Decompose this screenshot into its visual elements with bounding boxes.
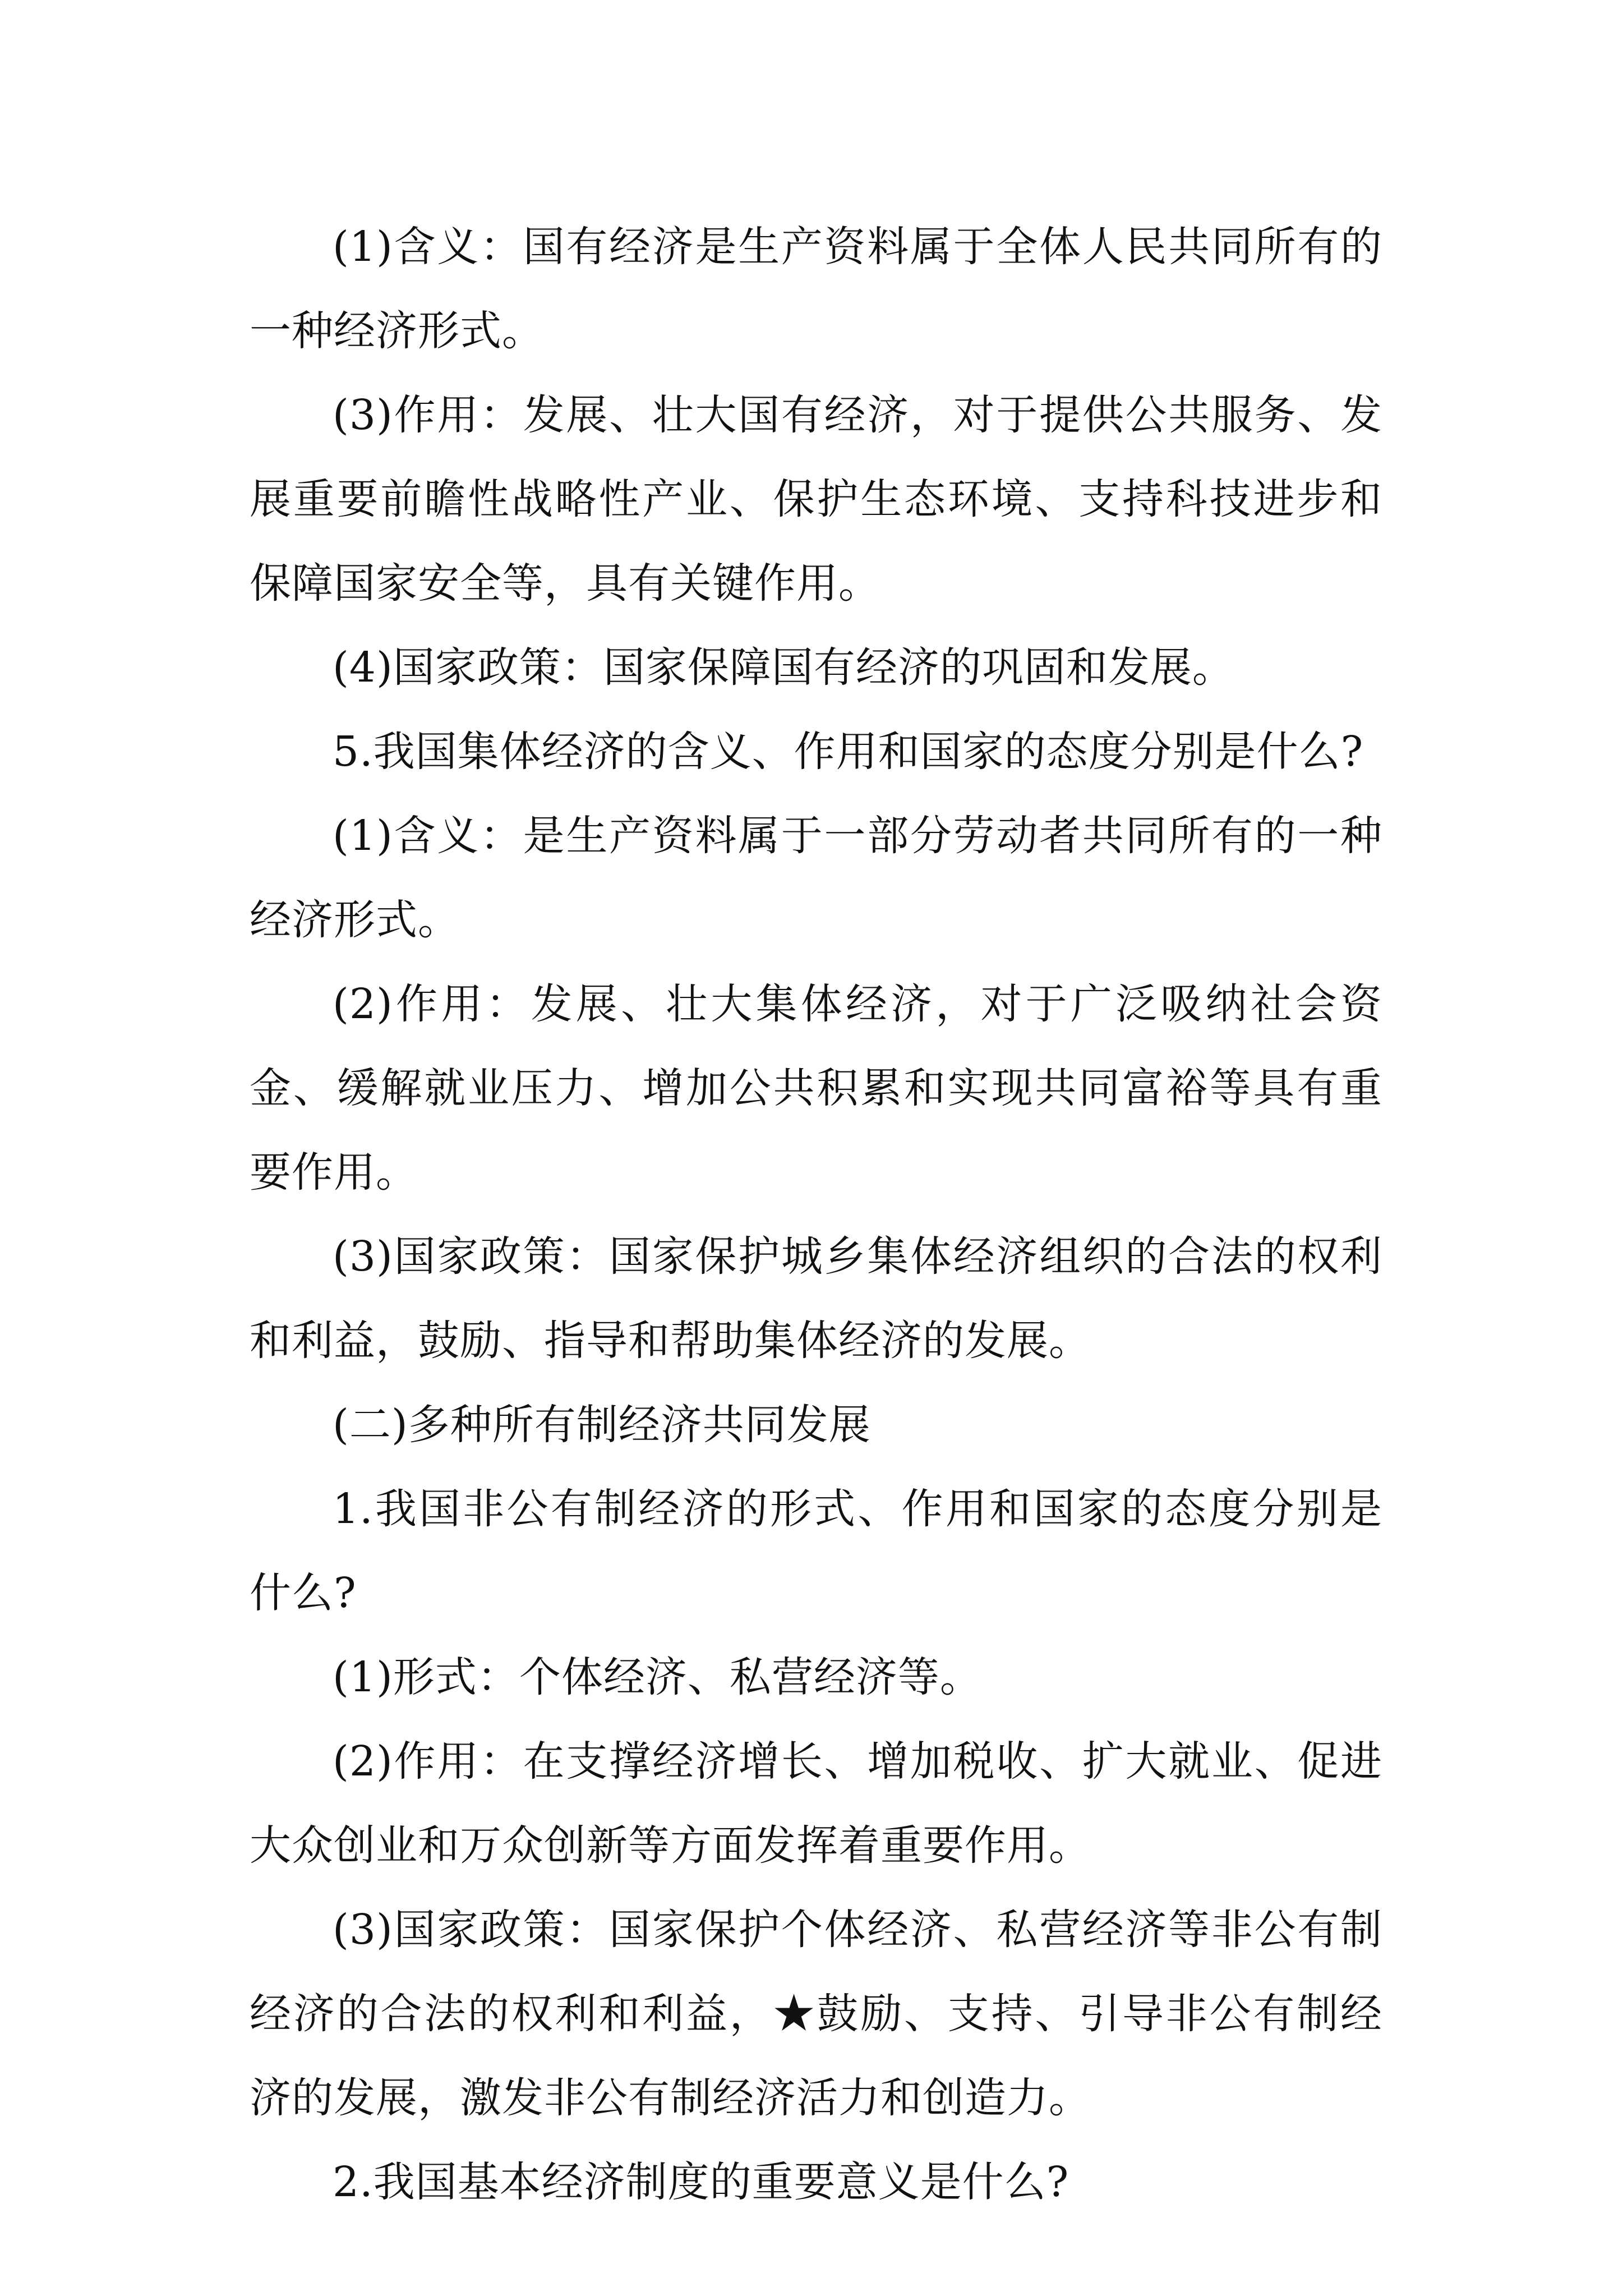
paragraph-collective-economy-policy: (3)国家政策：国家保护城乡集体经济组织的合法的权利和利益，鼓励、指导和帮助集体经济的发展。 — [250, 1232, 1382, 1365]
paragraph-non-public-economy-forms: (1)形式：个体经济、私营经济等。 — [333, 1653, 982, 1701]
paragraph-state-economy-policy: (4)国家政策：国家保障国有经济的巩固和发展。 — [333, 643, 1234, 692]
document-body — [250, 205, 1382, 2224]
question-collective-economy: 5.我国集体经济的含义、作用和国家的态度分别是什么? — [333, 728, 1364, 776]
question-non-public-economy: 1.我国非公有制经济的形式、作用和国家的态度分别是什么? — [250, 1485, 1382, 1617]
paragraph-state-economy-role: (3)作用：发展、壮大国有经济，对于提供公共服务、发展重要前瞻性战略性产业、保护生态环境、支持科技进步和保障国家安全等，具有关键作用。 — [250, 391, 1382, 608]
paragraph-non-public-economy-role: (2)作用：在支撑经济增长、增加税收、扩大就业、促进大众创业和万众创新等方面发挥着重要作用。 — [250, 1737, 1382, 1870]
paragraph-state-economy-meaning: (1)含义：国有经济是生产资料属于全体人民共同所有的一种经济形式。 — [250, 223, 1382, 355]
paragraph-non-public-economy-policy: (3)国家政策：国家保护个体经济、私营经济等非公有制经济的合法的权利和利益，★鼓励、支持、引导非公有制经济的发展，激发非公有制经济活力和创造力。 — [250, 1906, 1382, 2122]
question-basic-economic-system-significance: 2.我国基本经济制度的重要意义是什么? — [333, 2158, 1069, 2206]
section-heading-multiple-ownership: (二)多种所有制经济共同发展 — [333, 1401, 871, 1449]
paragraph-collective-economy-role: (2)作用：发展、壮大集体经济，对于广泛吸纳社会资金、缓解就业压力、增加公共积累和实现共同富裕等具有重要作用。 — [250, 980, 1382, 1197]
paragraph-collective-economy-meaning: (1)含义：是生产资料属于一部分劳动者共同所有的一种经济形式。 — [250, 812, 1382, 944]
